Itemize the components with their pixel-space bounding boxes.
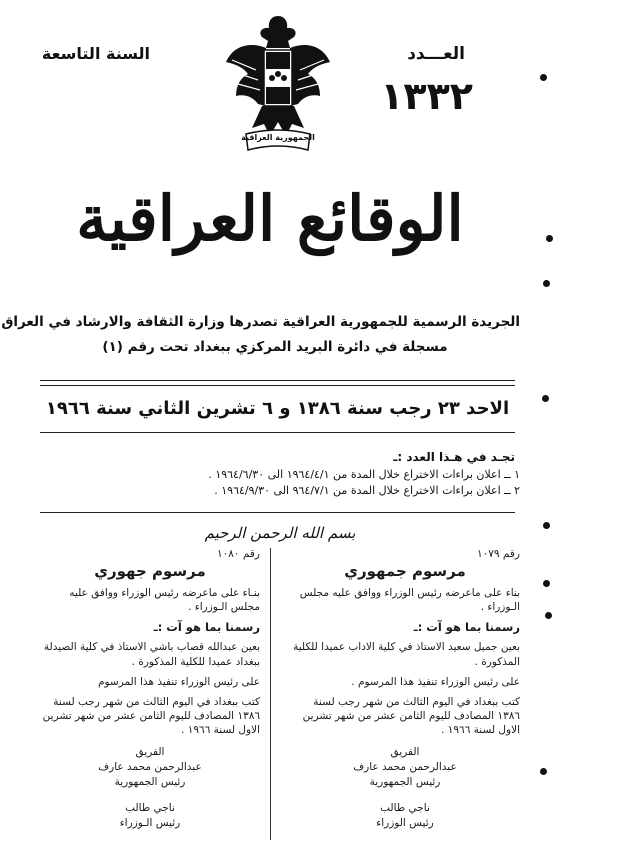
signature-name: عبدالرحمن محمد عارف <box>98 761 202 774</box>
divider <box>40 432 515 433</box>
decree-body: بعين عبدالله قصاب باشي الاستاذ في كلية الصيدلة ببغداد عميدا للكلية المذكورة . <box>43 641 260 668</box>
masthead-registration: مسجلة في دائرة البريد المركزي ببغداد تحت رقم (١) <box>102 339 448 355</box>
president-signature <box>40 745 260 789</box>
signature-title: رئيس الوزراء <box>376 817 434 830</box>
decree-execution: على رئيس الوزراء تنفيذ هذا المرسوم <box>97 675 260 688</box>
divider <box>40 385 515 386</box>
signature-rank: الفريق <box>135 746 165 759</box>
bismillah: بسم الله الرحمن الرحيم <box>204 524 356 542</box>
signature-title: رئيس الـوزراء <box>119 817 181 830</box>
punch-hole <box>546 235 553 242</box>
decree-number: رقم ١٠٨٠ <box>217 548 260 560</box>
contents-title: تجـد في هـذا العدد :ـ <box>393 450 515 464</box>
contents-item: ١ ــ اعلان براءات الاختراع خلال المدة من ١٩٦٤/٤/١ الى ١٩٦٤/٦/٣٠ . <box>208 468 520 481</box>
issue-label: العـــدد <box>407 44 465 64</box>
punch-hole <box>543 522 550 529</box>
divider <box>40 380 515 381</box>
divider <box>40 512 515 513</box>
year-label: السنة التاسعة <box>41 44 150 63</box>
pm-signature <box>290 801 520 830</box>
signature-title: رئيس الجمهورية <box>369 775 441 788</box>
punch-hole <box>543 580 550 587</box>
masthead-title: الوقائع العراقية <box>76 182 464 255</box>
signature-rank: الفريق <box>390 746 420 759</box>
decree-1079 <box>290 548 520 831</box>
pm-signature <box>40 801 260 830</box>
decree-intro: بناء على ماعرضه رئيس الوزراء ووافق عليه مجلس الـوزراء . <box>299 587 520 614</box>
decree-title: مرسوم جمهوري <box>344 562 466 580</box>
decree-heading: رسمنا بما هو آت :ـ <box>413 620 520 635</box>
punch-hole <box>542 395 549 402</box>
punch-hole <box>540 768 547 775</box>
signature-name: ناجي طالب <box>380 802 430 815</box>
issue-date: الاحد ٢٣ رجب سنة ١٣٨٦ و ٦ تشرين الثاني سنة ١٩٦٦ <box>45 398 510 419</box>
punch-hole <box>543 280 550 287</box>
decree-heading: رسمنا بما هو آت :ـ <box>153 620 260 635</box>
decree-intro: بنـاء على ماعرضه رئيس الوزراء ووافق عليه مجلس الـوزراء . <box>69 587 260 614</box>
president-signature <box>290 745 520 789</box>
emblem-caption: الجمهورية العراقية <box>241 133 315 142</box>
decree-date: كتب ببغداد في اليوم الثالث من شهر رجب لسنة ١٣٨٦ المصادف لليوم الثامن عشر من شهر تشرين الاول لسنة ١٩٦٦ . <box>302 695 520 737</box>
decree-date: كتب ببغداد في اليوم الثالث من شهر رجب لسنة ١٣٨٦ المصادف لليوم الثامن عشر من شهر تشرين الاول لسنة ١٩٦٦ . <box>42 695 260 737</box>
masthead-description: الجريدة الرسمية للجمهورية العراقية تصدرها وزارة الثقافة والارشاد في العراق <box>1 314 520 330</box>
issue-number: ١٣٣٢ <box>380 74 473 118</box>
decree-title: مرسوم جهوري <box>94 562 206 580</box>
decree-execution: على رئيس الوزراء تنفيذ هذا المرسوم . <box>351 675 520 688</box>
decree-1080 <box>40 548 260 831</box>
decree-number: رقم ١٠٧٩ <box>477 548 520 560</box>
decree-body: بعين جميل سعيد الاستاذ في كلية الاداب عميدا للكلية المذكورة . <box>293 641 520 668</box>
signature-title: رئيس الجمهورية <box>114 775 186 788</box>
punch-hole <box>545 612 552 619</box>
signature-name: ناجي طالب <box>125 802 175 815</box>
punch-hole <box>540 74 547 81</box>
contents-item: ٢ ــ اعلان براءات الاختراع خلال المدة من ٩٦٤/٧/١ الى ١٩٦٤/٩/٣٠ . <box>214 484 520 497</box>
signature-name: عبدالرحمن محمد عارف <box>353 761 457 774</box>
column-divider <box>270 548 271 840</box>
